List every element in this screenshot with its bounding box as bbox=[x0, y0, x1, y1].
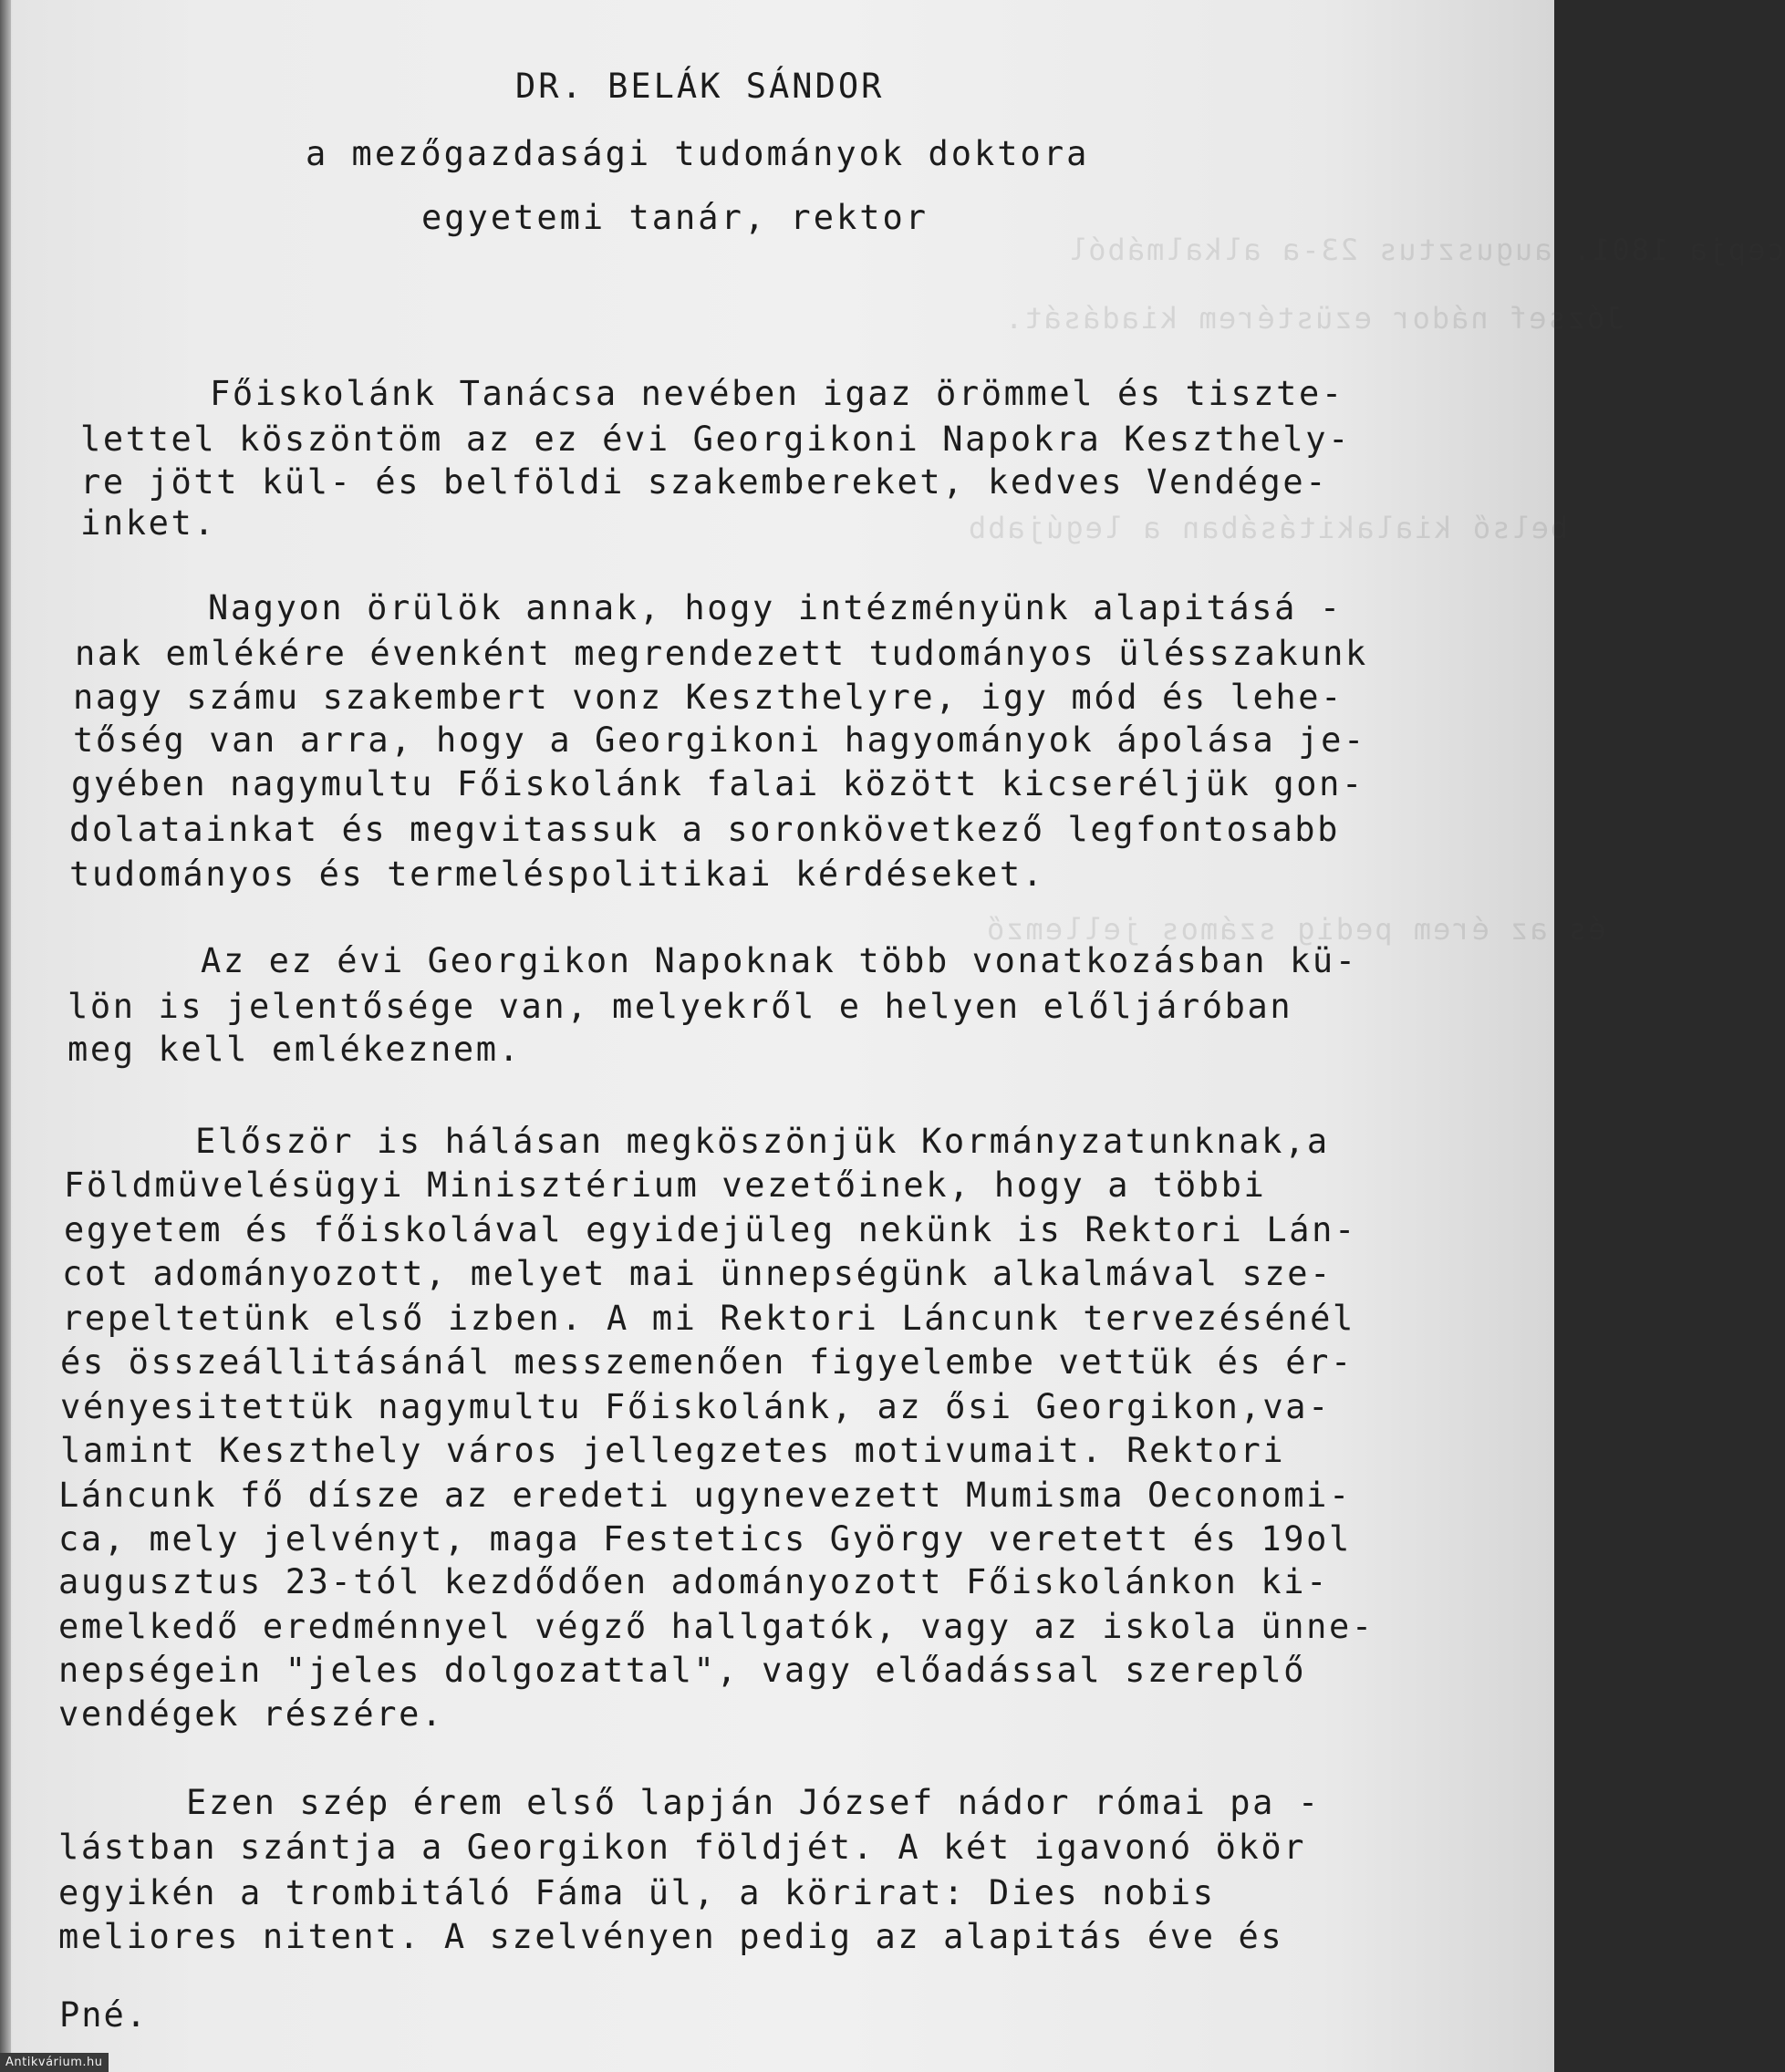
text-line: lástban szántja a Georgikon földjét. A két igavonó ökör bbox=[58, 1828, 1307, 1867]
text-line: tőség van arra, hogy a Georgikoni hagyományok ápolása je- bbox=[73, 720, 1366, 760]
text-line: Földmüvelésügyi Minisztérium vezetőinek, hogy a többi bbox=[64, 1166, 1267, 1205]
text-line: lamint Keszthely város jellegzetes motivumait. Rektori bbox=[60, 1431, 1286, 1470]
typist-initials: Pné. bbox=[59, 1995, 149, 2035]
text-line: gyében nagymultu Főiskolánk falai között kicseréljük gon- bbox=[71, 764, 1365, 803]
text-line: vényesitettük nagymultu Főiskolánk, az ősi Georgikon,va- bbox=[60, 1387, 1332, 1426]
text-line: vendégek részére. bbox=[58, 1694, 444, 1734]
text-line: nagy számu szakembert vonz Keszthelyre, igy mód és lehe- bbox=[73, 678, 1344, 717]
text-line: és összeállitásánál messzemenően figyelembe vettük és ér- bbox=[60, 1342, 1354, 1382]
text-line: Főiskolánk Tanácsa nevében igaz örömmel és tiszte- bbox=[210, 374, 1344, 413]
text-line: augusztus 23-tól kezdődően adományozott Főiskolánkon ki- bbox=[58, 1562, 1330, 1601]
text-line: repeltetünk első izben. A mi Rektori Láncunk tervezésénél bbox=[62, 1299, 1355, 1338]
bleed-through-text: és az érem pedig számos jellemző bbox=[985, 912, 1606, 947]
text-line: Először is hálásan megköszönjük Kormányzatunknak,a bbox=[195, 1122, 1330, 1161]
text-line: meg kell emlékeznem. bbox=[67, 1030, 522, 1069]
watermark-label: Antikvárium.hu bbox=[0, 2053, 109, 2072]
text-line: Ezen szép érem első lapján József nádor római pa - bbox=[186, 1783, 1321, 1822]
text-line: dolatainkat és megvitassuk a soronkövetkező legfontosabb bbox=[69, 810, 1341, 849]
text-line: re jött kül- és belföldi szakembereket, kedves Vendége- bbox=[80, 462, 1329, 502]
text-line: Láncunk fő dísze az eredeti ugynevezett Mumisma Oeconomi- bbox=[58, 1476, 1352, 1515]
text-line: nak emlékére évenként megrendezett tudományos ülésszakunk bbox=[75, 634, 1368, 673]
text-line: emelkedő eredménnyel végző hallgatók, vagy az iskola ünne- bbox=[58, 1607, 1375, 1646]
text-line: ca, mely jelvényt, maga Festetics György veretett és 19ol bbox=[58, 1519, 1352, 1559]
bleed-through-text: József nádor ezüstérem kiadását. bbox=[1003, 301, 1624, 336]
text-line: lettel köszöntöm az ez évi Georgikoni Napokra Keszthely- bbox=[80, 420, 1352, 459]
text-line: nepségein "jeles dolgozattal", vagy előadással szereplő bbox=[58, 1651, 1307, 1690]
text-line: lön is jelentősége van, melyekről e helyen előljáróban bbox=[67, 987, 1293, 1026]
text-line: Az ez évi Georgikon Napoknak több vonatkozásban kü- bbox=[201, 941, 1358, 980]
bleed-through-text: belső kialakitásában a legújabb bbox=[967, 511, 1569, 545]
text-line: Nagyon örülök annak, hogy intézményünk alapitásá - bbox=[208, 588, 1343, 627]
author-position: egyetemi tanár, rektor bbox=[421, 198, 929, 237]
text-line: tudományos és termeléspolitikai kérdéseket. bbox=[69, 855, 1045, 894]
text-line: meliores nitent. A szelvényen pedig az alapitás éve és bbox=[58, 1917, 1284, 1956]
bleed-through-text: cepja 1801. augusztus 23-a alkalmából bbox=[1067, 233, 1785, 267]
text-line: egyetem és főiskolával egyidejüleg nekünk is Rektori Lán- bbox=[64, 1210, 1357, 1249]
author-degree: a mezőgazdasági tudományok doktora bbox=[306, 134, 1090, 173]
binding-edge bbox=[0, 0, 11, 2072]
text-line: inket. bbox=[80, 503, 217, 543]
text-line: cot adományozott, melyet mai ünnepségünk alkalmával sze- bbox=[62, 1254, 1334, 1293]
author-name: DR. BELÁK SÁNDOR bbox=[515, 67, 885, 106]
text-line: egyikén a trombitáló Fáma ül, a körirat: Dies nobis bbox=[58, 1873, 1216, 1912]
